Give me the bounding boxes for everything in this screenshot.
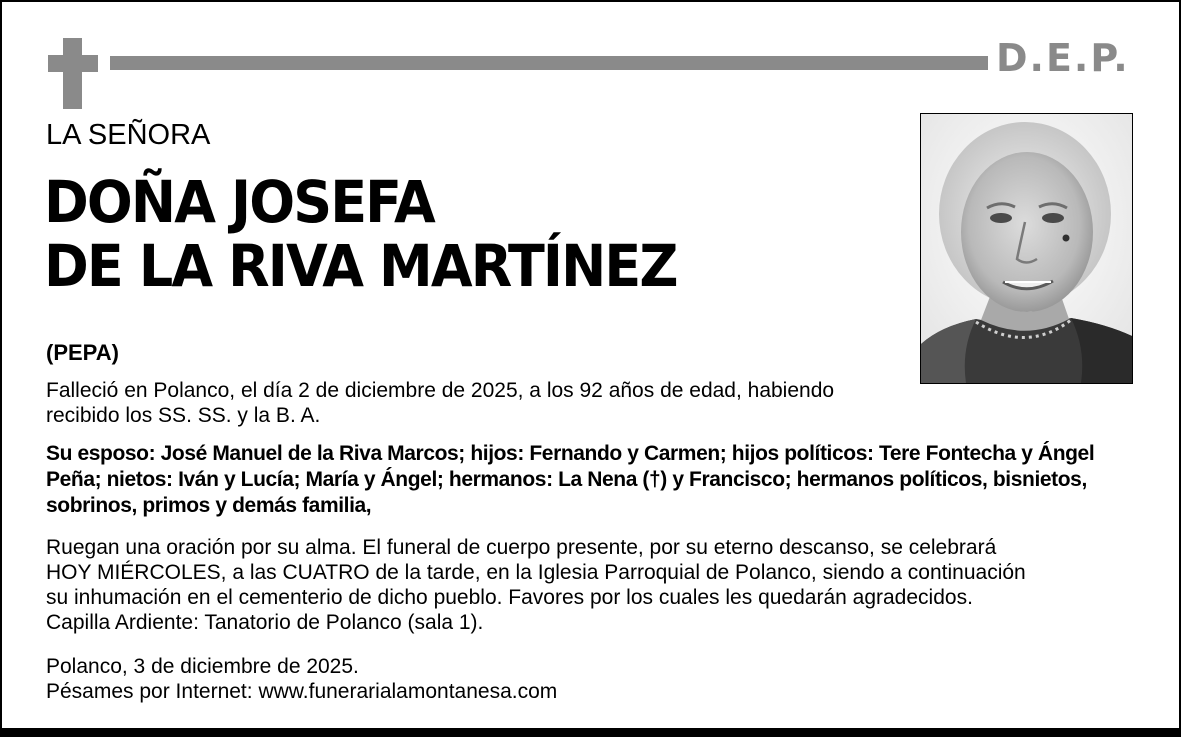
family-list xyxy=(46,441,1094,519)
service-line: Capilla Ardiente: Tanatorio de Polanco (sala 1). xyxy=(46,611,484,634)
honorific-title: LA SEÑORA xyxy=(46,119,211,151)
closing xyxy=(46,654,557,704)
family-line: sobrinos, primos y demás familia, xyxy=(46,494,372,517)
closing-date: Polanco, 3 de diciembre de 2025. xyxy=(46,655,359,678)
header-rule xyxy=(110,56,988,70)
family-line: Su esposo: José Manuel de la Riva Marcos; hijos: Fernando y Carmen; hijos políticos: Tere Fontecha y Ángel xyxy=(46,442,1095,465)
cross-icon-vertical xyxy=(63,38,82,109)
condolences-url: Pésames por Internet: www.funerarialamontanesa.com xyxy=(46,680,558,703)
portrait-illustration xyxy=(921,114,1132,383)
service-line: su inhumación en el cementerio de dicho pueblo. Favores por los cuales les quedarán agradecidos. xyxy=(46,586,973,609)
death-notice-line: Falleció en Polanco, el día 2 de diciembre de 2025, a los 92 años de edad, habiendo xyxy=(46,379,835,402)
cross-icon-horizontal xyxy=(48,55,98,72)
family-line: Peña; nietos: Iván y Lucía; María y Ángel; hermanos: La Nena (†) y Francisco; hermanos políticos, bisnietos, xyxy=(46,468,1087,491)
death-notice-line: recibido los SS. SS. y la B. A. xyxy=(46,404,321,427)
service-details xyxy=(46,535,1026,635)
deceased-name-line: DE LA RIVA MARTÍNEZ xyxy=(44,232,677,300)
nickname: (PEPA) xyxy=(46,340,119,365)
service-line: HOY MIÉRCOLES, a las CUATRO de la tarde, en la Iglesia Parroquial de Polanco, siendo a continuación xyxy=(46,561,1026,584)
dep-label: D.E.P. xyxy=(996,36,1130,80)
death-notice xyxy=(46,378,834,428)
deceased-name xyxy=(44,170,677,298)
deceased-name-line: DOÑA JOSEFA xyxy=(44,168,434,236)
service-line: Ruegan una oración por su alma. El funeral de cuerpo presente, por su eterno descanso, se celebrará xyxy=(46,536,997,559)
portrait-photo xyxy=(920,113,1133,384)
